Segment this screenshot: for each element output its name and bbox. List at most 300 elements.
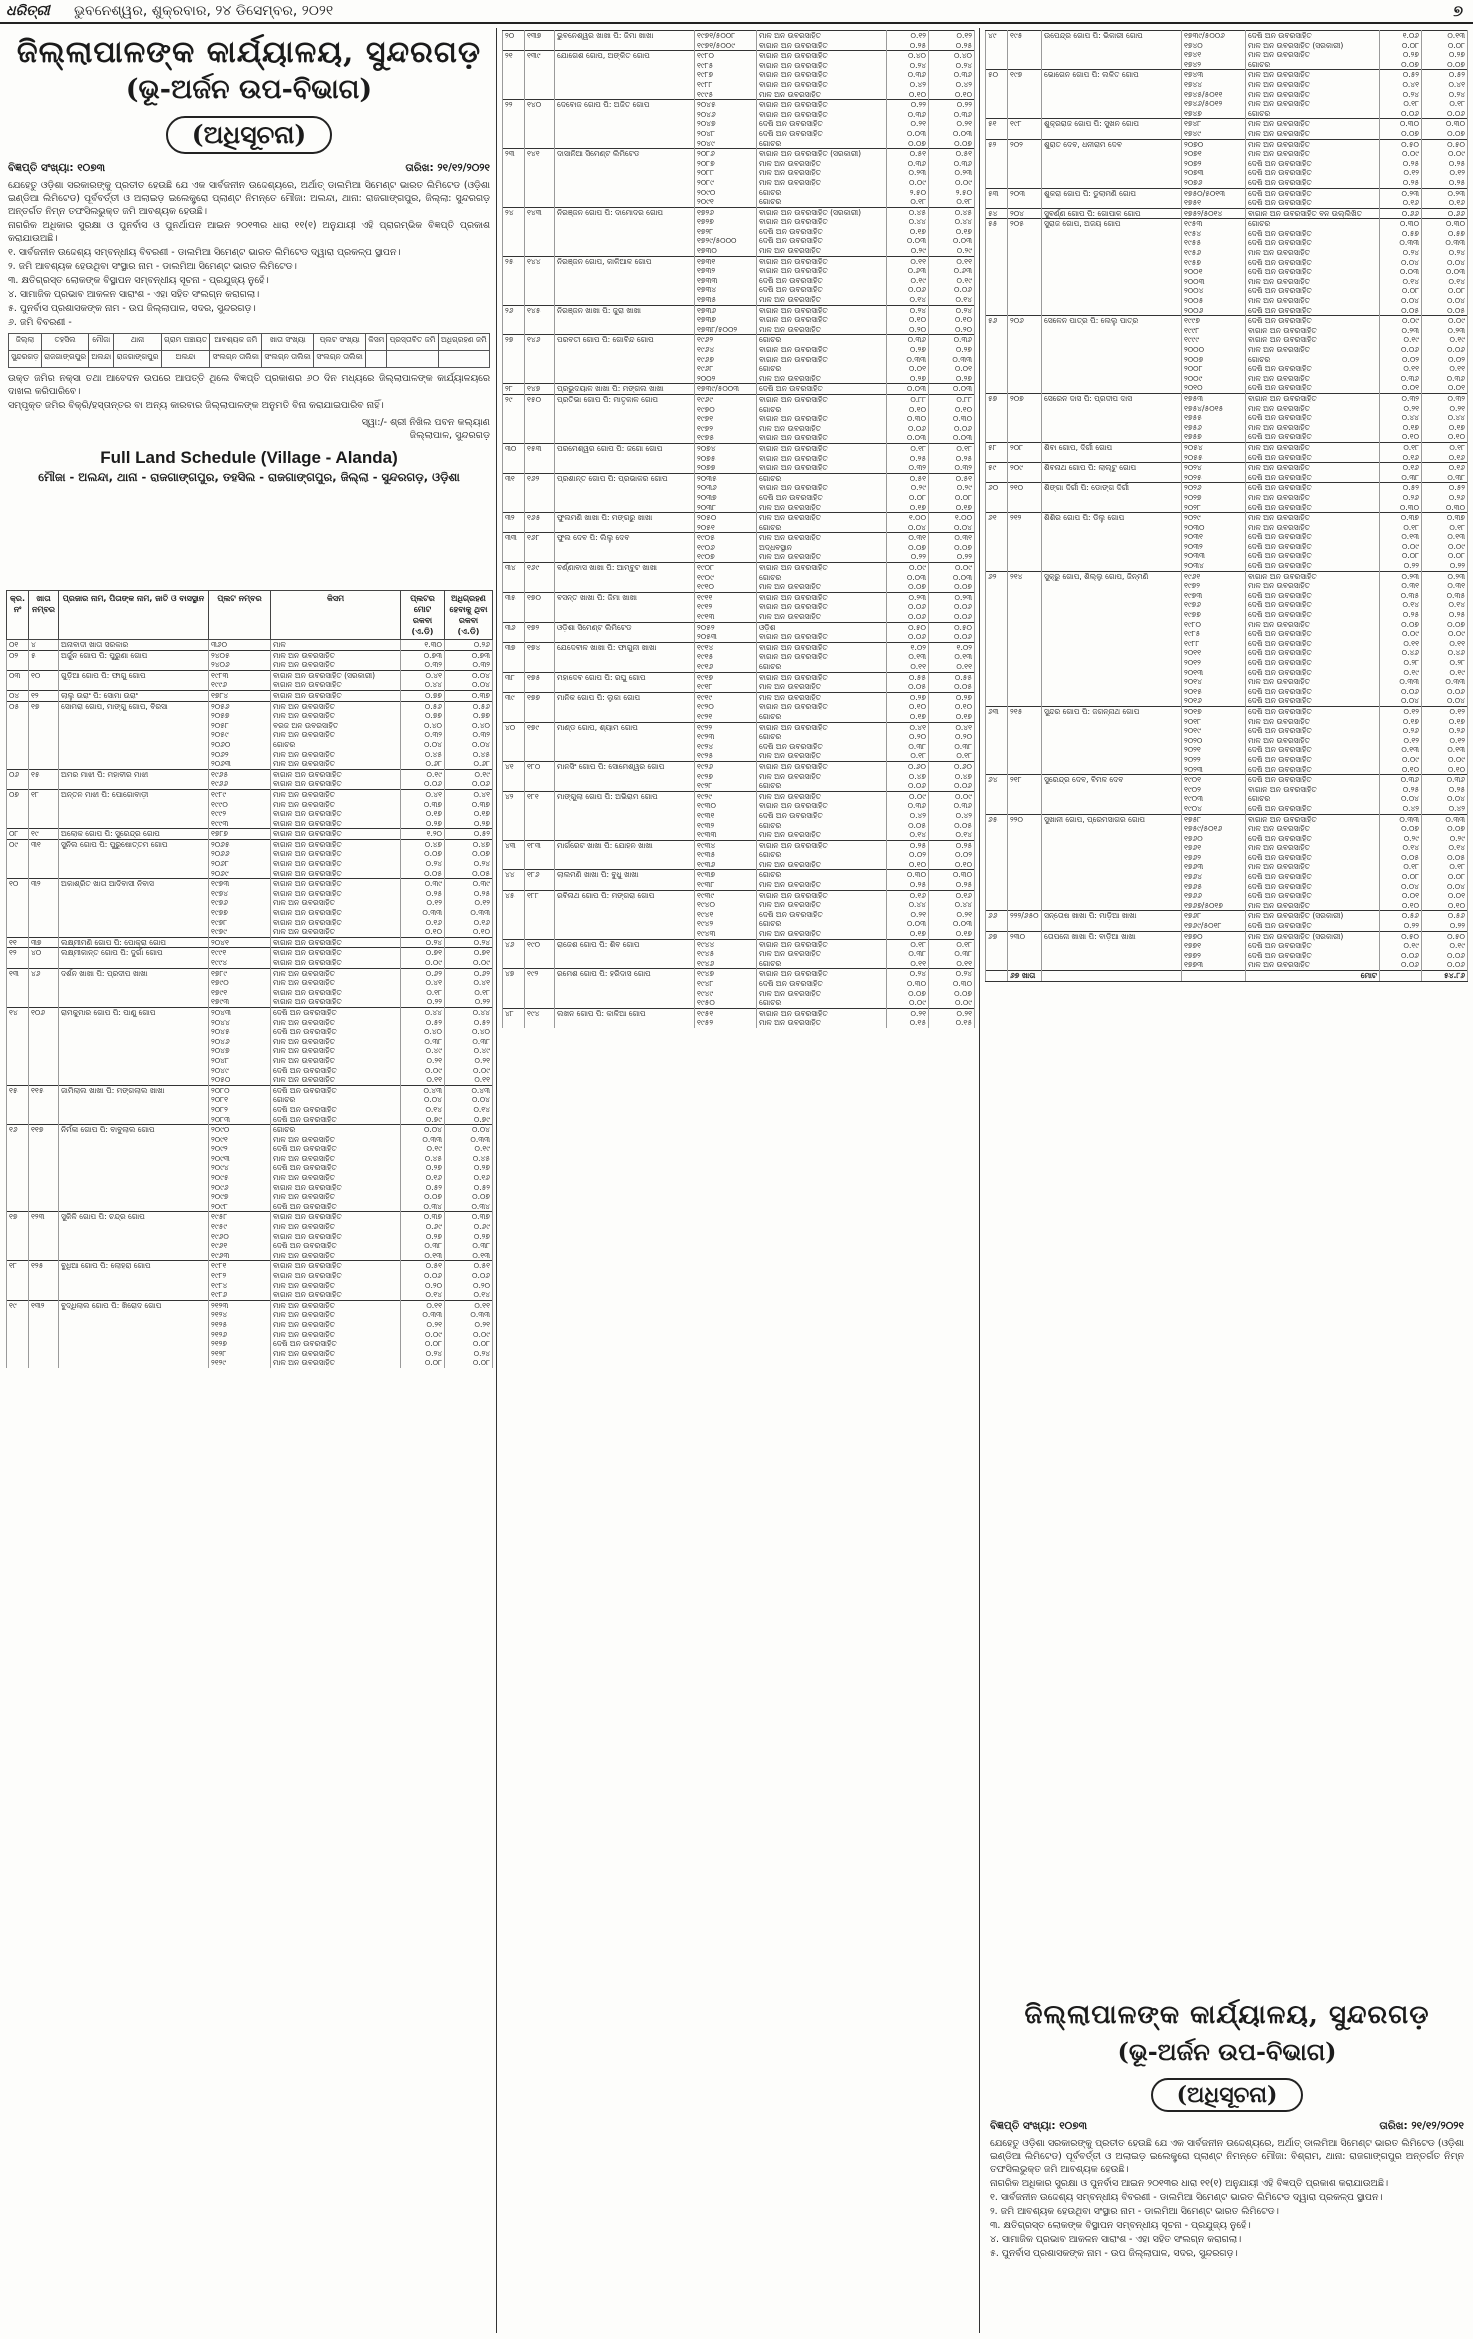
acquired-area: ୦.୩୨: [445, 730, 493, 740]
total-area: ୦.୦୬: [1380, 960, 1422, 970]
land-class: ମାଳ ଅନ ଉବରସାହିତ: [271, 1056, 401, 1066]
total-area: ୦.୫୦: [1380, 931, 1422, 941]
schedule-row: [986, 248, 1468, 258]
serial-no: ୬୬: [986, 911, 1008, 921]
total-cell: [1380, 971, 1422, 982]
plot-no: ୧୯୯୮: [1182, 326, 1246, 336]
land-class: ଅଦ୍ଧବସ୍ଥାନ: [757, 543, 887, 553]
plot-no: ୧୯୩୧: [695, 811, 757, 821]
owner-name: [59, 1037, 209, 1047]
serial-no: [7, 859, 29, 869]
khata-no: [1008, 824, 1042, 834]
serial-no: [986, 149, 1008, 159]
land-class: ମାଳ ଅନ ଉବରସାହିତ: [1246, 960, 1380, 970]
total-area: ୦.୭୧: [401, 948, 445, 958]
plot-no: ୨୦୧୦: [1182, 383, 1246, 393]
land-class: ବାଗାନ ଅନ ଉବରସାହିତ: [271, 908, 401, 918]
notification-date: ତାରିଖ: ୨୧/୧୨/୨୦୨୧: [405, 162, 490, 174]
khata-no: [525, 414, 555, 424]
schedule-row: [7, 680, 493, 690]
total-area: ୦.୦୬: [1380, 345, 1422, 355]
acquired-area: ୦.୧୭: [1422, 717, 1468, 727]
owner-name: [1042, 901, 1182, 911]
plot-no: ୨୦୫୯: [209, 730, 271, 740]
schedule-row: [986, 413, 1468, 423]
land-class: ମାଳ ଅନ ଉବରସାହିତ: [757, 880, 887, 890]
total-area: ୦.୧୬: [401, 918, 445, 928]
total-area: ୦.୪୦: [401, 1027, 445, 1037]
plot-no: ୧୭୫୩: [1182, 393, 1246, 403]
schedule-row: [7, 701, 493, 711]
owner-name: [1042, 90, 1182, 100]
land-class: ଗୋଚର: [757, 732, 887, 742]
plot-no: ୧୯୨୨: [695, 722, 757, 732]
total-area: ୦.୩୩: [401, 908, 445, 918]
khata-no: [29, 740, 59, 750]
total-area: ୦.୩୬: [1380, 374, 1422, 384]
schedule-row: [503, 880, 975, 890]
plot-no: ୨୦୬୫: [209, 839, 271, 849]
serial-no: [7, 680, 29, 690]
land-class: ମାଳ ଅନ ଉବରସାହିତ: [271, 1154, 401, 1164]
land-class: ମାଳ ଅନ ଉବରସାହିତ: [271, 1320, 401, 1330]
khata-no: ୨୦୮: [1008, 442, 1042, 452]
total-area: ୦.୦୯: [887, 563, 929, 573]
plot-no: ୧୭୨୭: [695, 217, 757, 227]
khata-no: [525, 602, 555, 612]
plot-no: ୨୦୭୧: [1182, 149, 1246, 159]
land-class: ମାଳ ଅନ ଉବରସାହିତ: [1246, 345, 1380, 355]
serial-no: ୩୯: [503, 692, 525, 702]
total-area: ୦.୫୧: [887, 149, 929, 159]
serial-no: [7, 978, 29, 988]
acquired-area: ୦.୧୮: [1422, 862, 1468, 872]
acquired-area: ୦.୦୯: [1422, 629, 1468, 639]
land-class: ମାଳ ଅନ ଉବରସାହିତ: [271, 968, 401, 978]
plot-no: ୨୧୨୫: [209, 1320, 271, 1330]
land-class: ମାଳ ଅନ ଉବରସାହିତ: [1246, 442, 1380, 452]
acquired-area: ୦.୩୮: [929, 742, 975, 752]
total-area: ୦.୦୫: [887, 821, 929, 831]
acquired-area: ୦.୨୧: [929, 910, 975, 920]
serial-no: [986, 80, 1008, 90]
acquired-area: ୦.୧୦: [1422, 901, 1468, 911]
description-cell: [438, 351, 489, 368]
serial-no: ୧୪: [7, 1007, 29, 1017]
acquired-area: ୦.୩୬: [929, 335, 975, 345]
plot-no: ୧୭୩୮/୫୦୦୨: [695, 325, 757, 335]
serial-no: ୧୧: [7, 937, 29, 948]
plot-no: ୨୧୨୮: [209, 1349, 271, 1359]
land-class: ମାଳ ଅନ ଉବରସାହିତ: [1246, 677, 1380, 687]
owner-name: [555, 612, 695, 622]
owner-name: ସୁକିଳି ଗୋପ ପି: ଚନ୍ଦ୍ର ଗୋପ: [59, 1212, 209, 1222]
schedule-row: [986, 804, 1468, 814]
plot-no: ୧୭୬୮: [1182, 911, 1246, 921]
owner-name: ଗୁଡ଼ିଆ ଗୋପ ପି: ଫାଗୁ ଗୋପ: [59, 670, 209, 680]
acquired-area: ୦.୦୯: [445, 1330, 493, 1340]
owner-name: [1042, 834, 1182, 844]
owner-name: [1042, 99, 1182, 109]
total-area: ୦.୩୩: [401, 1135, 445, 1145]
owner-name: [1042, 581, 1182, 591]
schedule-row: [986, 306, 1468, 316]
acquired-area: ୦.୫୨: [445, 829, 493, 840]
schedule-row: [503, 276, 975, 286]
total-area: ୦.୧୭: [887, 929, 929, 939]
khata-no: [525, 246, 555, 256]
land-class: ଦେଷି ଅନ ଉବରସାହିତ: [1246, 951, 1380, 961]
owner-name: ମହାଦେବ ଗୋପ ପି: ରଘୁ ଗୋପ: [555, 672, 695, 682]
owner-name: [555, 652, 695, 662]
total-area: ୦.୧୮: [887, 939, 929, 949]
acquired-area: ୦.୦୧: [1422, 383, 1468, 393]
serial-no: [503, 652, 525, 662]
serial-no: [503, 414, 525, 424]
owner-name: [59, 1154, 209, 1164]
plot-no: ୨୦୯୬: [209, 1183, 271, 1193]
khata-no: ୧୯୦: [525, 939, 555, 949]
plot-no: ୧୯୩୨: [695, 821, 757, 831]
plot-no: ୨୧୨୯: [209, 1358, 271, 1368]
acquired-area: ୦.୦୪: [1422, 696, 1468, 706]
serial-no: [7, 1330, 29, 1340]
owner-name: [1042, 248, 1182, 258]
land-class: ଗୋଚର: [757, 188, 887, 198]
acquired-area: ୦.୫୭: [1422, 229, 1468, 239]
plot-no: ୧୭୩୨: [695, 266, 757, 276]
khata-no: [1008, 785, 1042, 795]
serial-no: ୫୨: [986, 139, 1008, 149]
acquired-area: ୦.୫୨: [445, 1018, 493, 1028]
description-cell: ସଂଲଗ୍ନ ତାଲିକା: [210, 351, 262, 368]
land-class: ମାଳ ଅନ ଉବରସାହିତ: [757, 31, 887, 41]
khata-no: [525, 979, 555, 989]
khata-no: ୩୭: [29, 937, 59, 948]
khata-no: [29, 978, 59, 988]
land-class: ଦେଷି ଅନ ଉବରସାହିତ: [271, 1241, 401, 1251]
total-cell: [1182, 971, 1246, 982]
serial-no: [503, 70, 525, 80]
owner-name: [59, 1105, 209, 1115]
acquired-area: ୦.୨୪: [1422, 248, 1468, 258]
khata-no: ୨୧୫: [1008, 706, 1042, 716]
schedule-row: [986, 960, 1468, 970]
schedule-row: [986, 775, 1468, 785]
land-class: ବାଗାନ ଅନ ଉବରସାହିତ: [757, 443, 887, 453]
total-area: ୦.୧୦: [887, 702, 929, 712]
schedule-row: [7, 997, 493, 1007]
schedule-row: [503, 207, 975, 217]
khata-no: [1008, 432, 1042, 442]
serial-no: [986, 610, 1008, 620]
owner-name: [1042, 258, 1182, 268]
schedule-row: [7, 1007, 493, 1017]
acquired-area: ୦.୩୩: [445, 1135, 493, 1145]
schedule-row: [503, 959, 975, 969]
khata-no: [525, 712, 555, 722]
owner-name: ପ୍ରତିଭା ଗୋପ ପି: ମାତୃକାଳ ଗୋପ: [555, 394, 695, 404]
owner-name: [1042, 493, 1182, 503]
serial-no: [503, 80, 525, 90]
acquired-area: ୦.୦୬: [1422, 951, 1468, 961]
description-cell: ଥାନା: [114, 334, 161, 351]
owner-name: ମାନସିଂ ଗୋପ ପି: ସୋମେଶ୍ୱର ଗୋପ: [555, 761, 695, 771]
khata-no: [525, 197, 555, 207]
acquired-area: ୦.୧୯: [1422, 941, 1468, 951]
khata-no: [1008, 229, 1042, 239]
total-area: ୦.୩୧: [1380, 581, 1422, 591]
serial-no: [7, 711, 29, 721]
owner-name: ଦର୍ଶନ ଖାଖା ପି: ପ୍ରଦୀପ ଖାଖା: [59, 968, 209, 978]
total-area: ୦.୧୯: [1380, 335, 1422, 345]
schedule-row: [986, 383, 1468, 393]
land-class: ବାଗାନ ଅନ ଉବରସାହିତ: [757, 632, 887, 642]
khata-no: [1008, 523, 1042, 533]
schedule-row: [7, 640, 493, 651]
schedule-row: [986, 296, 1468, 306]
plot-no: ୧୯୬୬: [209, 779, 271, 789]
land-class: ଦେଷି ଅନ ଉବରସାହିତ: [1246, 473, 1380, 483]
schedule-row: [986, 258, 1468, 268]
khata-no: [29, 1232, 59, 1242]
total-area: ୦.୪୫: [401, 1154, 445, 1164]
total-area: ୦.୧୩: [887, 652, 929, 662]
serial-no: [503, 900, 525, 910]
khata-no: [1008, 60, 1042, 70]
plot-no: ୧୯୮୧: [209, 1261, 271, 1271]
land-class: ମାଳ ଅନ ଉବରସାହିତ: [271, 1192, 401, 1202]
owner-name: [555, 880, 695, 890]
khata-no: ୧୧୫: [29, 1085, 59, 1095]
page-number: ୭: [1453, 1, 1463, 20]
schedule-row: [986, 168, 1468, 178]
land-class: ଦେଷି ଅନ ଉବରସାହିତ: [1246, 687, 1380, 697]
schedule-row: [986, 119, 1468, 129]
acquired-area: ୦.୩୭: [445, 1212, 493, 1222]
acquired-area: ୦.୩୩: [1422, 238, 1468, 248]
land-class: ମାଳ ଅନ ଉବରସାହିତ: [271, 759, 401, 769]
khata-no: ୨୦୩: [1008, 188, 1042, 198]
land-class: ମାଳ ଅନ ଉବରସାହିତ: [1246, 248, 1380, 258]
khata-no: [525, 295, 555, 305]
land-class: ବାଗାନ ଅନ ଉବରସାହିତ: [757, 70, 887, 80]
land-class: ବାଗାନ ଅନ ଉବରସାହିତ: [757, 315, 887, 325]
khata-no: [29, 779, 59, 789]
serial-no: [986, 843, 1008, 853]
khata-no: [525, 880, 555, 890]
owner-name: [59, 1241, 209, 1251]
total-area: ୦.୪୭: [887, 772, 929, 782]
serial-no: [7, 1173, 29, 1183]
acquired-area: ୦.୬୨: [445, 968, 493, 978]
khata-no: ୧୦୬: [29, 1007, 59, 1017]
acquired-area: ୦.୦୬: [1422, 960, 1468, 970]
serial-no: [7, 1339, 29, 1349]
total-area: ୦.୩୪: [401, 1202, 445, 1212]
total-area: ୦.୦୯: [887, 998, 929, 1008]
total-area: ୦.୧୬: [1380, 463, 1422, 473]
total-area: ୦.୫୫: [887, 672, 929, 682]
land-class: ମାଳ ଅନ ଉବରସାହିତ: [757, 552, 887, 562]
serial-no: [986, 473, 1008, 483]
acquired-area: ୦.୧୬: [445, 918, 493, 928]
plot-no: ୧୯୪୨: [695, 919, 757, 929]
total-area: ୦.୨୪: [887, 305, 929, 315]
serial-no: [7, 1320, 29, 1330]
schedule-row: [7, 779, 493, 789]
schedule-row: [503, 197, 975, 207]
acquired-area: ୦.୧୧: [445, 1300, 493, 1310]
serial-no: ୬୦: [986, 483, 1008, 493]
plot-no: ୧୭୬୬: [1182, 891, 1246, 901]
khata-no: [29, 1056, 59, 1066]
land-class: ମାଳ ଅନ ଉବରସାହିତ: [271, 1075, 401, 1085]
land-class: ମାଳ ଅନ ଉବରସାହିତ: [1246, 513, 1380, 523]
serial-no: [986, 178, 1008, 188]
total-area: ୦.୧୦: [1380, 901, 1422, 911]
total-area: ୦.୦୭: [887, 582, 929, 592]
notice-paragraph: ନାଗରିକ ଅଧିକାର ସୁରକ୍ଷା ଓ ପୁନର୍ବାସ ଆଇନ ୨୦୧୩ର ଧାରା ୧୧(୧) ଅନୁଯାୟୀ ଏହି ବିଜ୍ଞପ୍ତି ପ୍ରକାଶ କରାଯାଉଅଛି।: [990, 2178, 1389, 2189]
plot-no: ୧୭୬୯/୫୦୧୮: [1182, 921, 1246, 931]
schedule-row: [7, 1310, 493, 1320]
schedule-row: [7, 1027, 493, 1037]
land-class: ବାଗାନ ଅନ ଉବରସାହିତ: [757, 939, 887, 949]
serial-no: ୬୫: [986, 814, 1008, 824]
land-class: ବାଗାନ ଅନ ଉବରସାହିତ: [271, 1271, 401, 1281]
serial-no: [503, 276, 525, 286]
land-class: ଦେଷି ଅନ ଉବରସାହିତ: [271, 1339, 401, 1349]
plot-no: ୧୯୭୧: [695, 414, 757, 424]
plot-no: ୧୯୦୭: [695, 552, 757, 562]
owner-name: [59, 1163, 209, 1173]
schedule-row: [986, 483, 1468, 493]
plot-no: ୨୦୧୭: [1182, 706, 1246, 716]
schedule-row: [7, 1163, 493, 1173]
schedule-row: [503, 217, 975, 227]
land-class: ଗୋଚର: [757, 870, 887, 880]
schedule-row: [503, 722, 975, 732]
owner-name: [555, 424, 695, 434]
serial-no: [503, 405, 525, 415]
khata-no: [525, 315, 555, 325]
khata-no: [29, 711, 59, 721]
owner-name: ତୋପନୋ ଖାଖା ପି: ବାଡ଼ିଆ ଖାଖା: [1042, 931, 1182, 941]
acquired-area: ୦.୧୪: [929, 295, 975, 305]
serial-no: [986, 862, 1008, 872]
land-class: ଗୋଚର: [757, 919, 887, 929]
total-area: ୦.୧୮: [1380, 523, 1422, 533]
khata-no: [29, 1105, 59, 1115]
plot-no: ୧୯୬୧: [209, 1241, 271, 1251]
owner-name: [59, 1075, 209, 1085]
total-area: ୦.୦୪: [1380, 296, 1422, 306]
schedule-row: [7, 1212, 493, 1222]
serial-no: [503, 742, 525, 752]
total-area: ୦.୨୨: [887, 552, 929, 562]
serial-no: [986, 109, 1008, 119]
khata-no: ୧୨: [29, 690, 59, 701]
serial-no: [7, 889, 29, 899]
schedule-header-cell: ଖାତା ନମ୍ବର: [29, 591, 59, 640]
serial-no: [986, 374, 1008, 384]
acquired-area: ୦.୧୨: [929, 31, 975, 41]
land-class: ବାଗାନ ଅନ ଉବରସାହିତ: [757, 61, 887, 71]
plot-no: ୧୭୫୮: [1182, 814, 1246, 824]
land-class: ଦେଷି ଅନ ଉବରସାହିତ: [1246, 600, 1380, 610]
notice-paragraph: ୪. ସାମାଜିକ ପ୍ରଭାବ ଆକଳନ ସାରାଂଶ - ଏହା ସହିତ ସଂଲଗ୍ନ କରାଗଲା।: [990, 2234, 1242, 2245]
plot-no: ୧୯୪୧: [695, 910, 757, 920]
acquired-area: ୦.୨୦: [929, 732, 975, 742]
acquired-area: ୦.୦୫: [445, 869, 493, 879]
owner-name: [1042, 229, 1182, 239]
land-class: ଦେଷି ଅନ ଉବରସାହିତ: [757, 236, 887, 246]
serial-no: [986, 542, 1008, 552]
division-title: (ଭୂ-ଅର୍ଜନ ଉପ-ବିଭାଗ): [125, 74, 373, 105]
acquired-area: ୦.୩୦: [929, 414, 975, 424]
plot-no: ୧୯୧୦: [695, 582, 757, 592]
khata-no: [525, 850, 555, 860]
acquired-area: ୦.୩୬: [929, 110, 975, 120]
khata-no: ୨୦୬: [1008, 316, 1042, 326]
serial-no: [986, 687, 1008, 697]
owner-name: [555, 582, 695, 592]
land-class: ଦେଷି ଅନ ଉବରସାହିତ: [271, 1027, 401, 1037]
owner-name: [59, 997, 209, 1007]
schedule-row: [503, 61, 975, 71]
serial-no: ୫୧: [986, 119, 1008, 129]
plot-no: ୧୭୯୦: [209, 978, 271, 988]
land-class: ବାଗାନ ଅନ ଉବରସାହିତ: [271, 918, 401, 928]
plot-no: ୨୦୪୪: [209, 1018, 271, 1028]
owner-name: [1042, 941, 1182, 951]
land-class: ମାଳ ଅନ ଉବରସାହିତ: [1246, 129, 1380, 139]
serial-no: [503, 910, 525, 920]
serial-no: ୨୬: [503, 305, 525, 315]
acquired-area: ୦.୨୨: [1422, 921, 1468, 931]
acquired-area: ୦.୧୬: [1422, 198, 1468, 208]
khata-no: ୪୬: [29, 968, 59, 978]
land-class: ବାଗାନ ଅନ ଉବରସାହିତ: [757, 100, 887, 110]
khata-no: [1008, 872, 1042, 882]
serial-no: ୬୧: [986, 513, 1008, 523]
khata-no: [29, 1310, 59, 1320]
acquired-area: ୦.୨୩: [1422, 571, 1468, 581]
schedule-row: [7, 988, 493, 998]
plot-no: ୧୭୪୫/୫୦୧୧: [1182, 90, 1246, 100]
schedule-row: [503, 652, 975, 662]
serial-no: [986, 620, 1008, 630]
schedule-row: [503, 840, 975, 850]
khata-no: [1008, 901, 1042, 911]
total-area: ୦.୧୬: [887, 890, 929, 900]
owner-name: [555, 188, 695, 198]
owner-name: [1042, 41, 1182, 51]
acquired-area: ୦.୨୦: [445, 1281, 493, 1291]
owner-name: [59, 759, 209, 769]
khata-no: [525, 345, 555, 355]
serial-no: ୦୪: [7, 690, 29, 701]
owner-name: [59, 1320, 209, 1330]
schedule-row: [503, 821, 975, 831]
acquired-area: ୦.୨୭: [929, 374, 975, 384]
plot-no: ୨୦୪୧: [209, 937, 271, 948]
owner-name: [1042, 862, 1182, 872]
acquired-area: ୦.୪୦: [445, 721, 493, 731]
schedule-row: [986, 335, 1468, 345]
khata-no: ୧୮୧: [525, 791, 555, 801]
schedule-row: [986, 620, 1468, 630]
